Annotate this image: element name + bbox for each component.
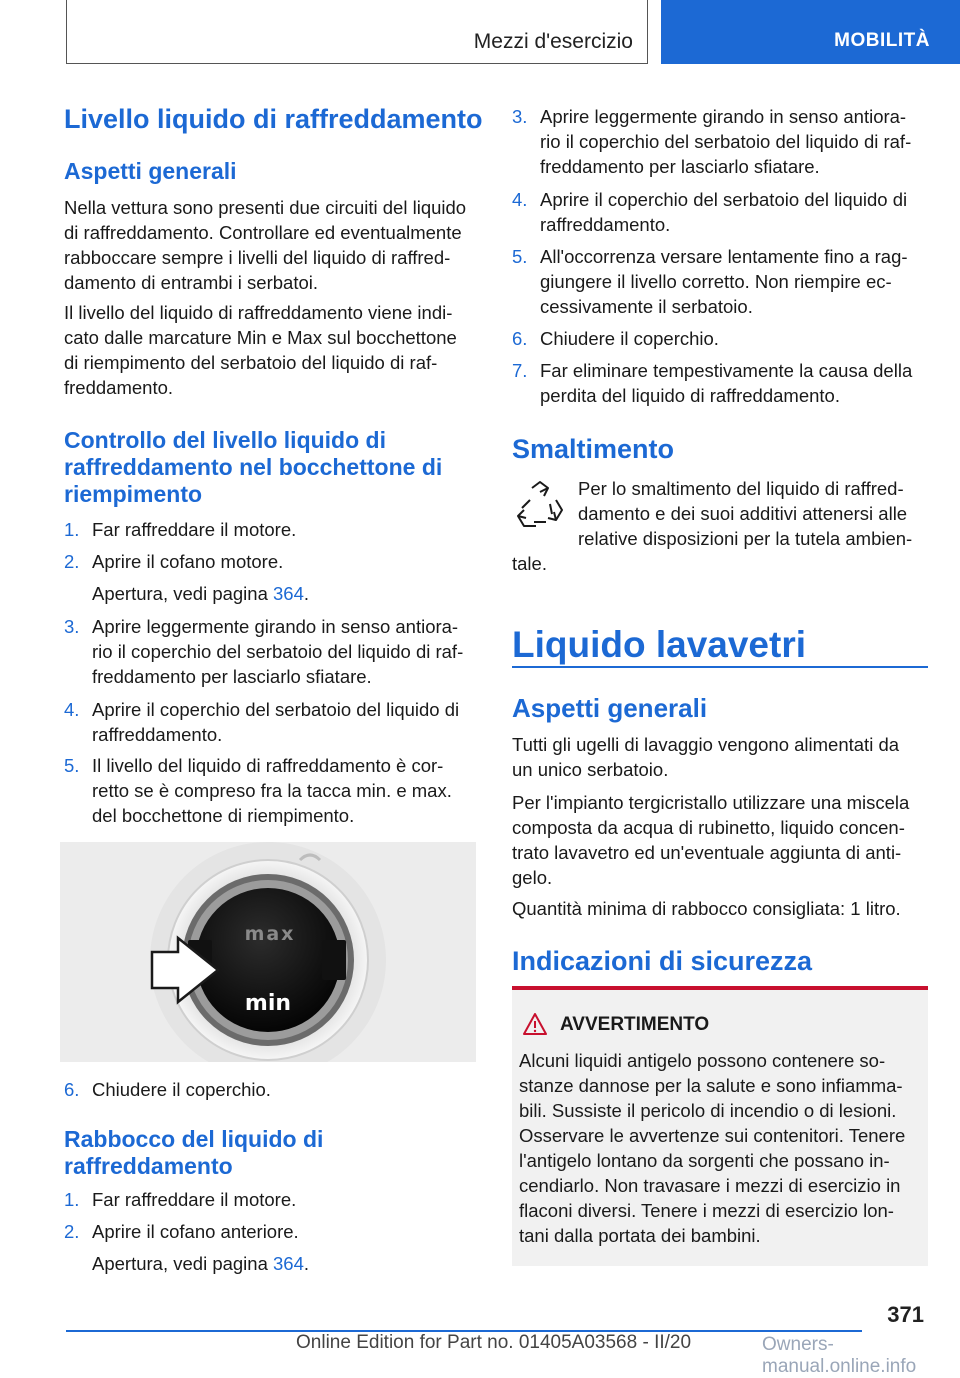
right-step-5: 5. All'occorrenza versare lentamente fino a rag- giungere il livello corretto. Non riempire ec- cessivamente il serbatoio. — [512, 246, 908, 317]
topup-step-2-ref: Apertura, vedi pagina 364. — [92, 1253, 310, 1274]
check-step-4: 4. Aprire il coperchio del serbatoio del liquido di raffreddamento. — [64, 699, 460, 745]
warning-bar — [512, 986, 928, 990]
washer-general-heading: Aspetti generali — [512, 693, 708, 723]
recycle-icon — [512, 478, 568, 534]
disposal-text-tail: tale. — [512, 553, 547, 574]
topup-heading: Rabbocco del liquido di raffreddamento — [64, 1126, 324, 1179]
footer-edition: Online Edition for Part no. 01405A03568 - II/20 — [296, 1332, 692, 1353]
check-step-3: 3. Aprire leggermente girando in senso antiora- rio il coperchio del serbatoio del liquido di raf- freddamento per lasciarlo sfiatare. — [64, 616, 464, 687]
header-tab-mobilita[interactable] — [661, 0, 960, 64]
warning-triangle-icon — [522, 1012, 548, 1036]
general-paragraph-1: Nella vettura sono presenti due circuiti del liquido di raffreddamento. Controllare ed eventualmente rabboccare sempre i livelli del liquido di raffred- damento di entrambi i serbatoi. — [64, 197, 467, 293]
header-section-box — [66, 0, 648, 64]
right-step-3: 3. Aprire leggermente girando in senso antiora- rio il coperchio del serbatoio del liquido di raf- freddamento per lasciarlo sfiatare. — [512, 106, 912, 177]
page-title: Livello liquido di raffreddamento — [64, 104, 483, 134]
page-link-364[interactable]: 364 — [273, 1253, 304, 1274]
general-paragraph-2: Il livello del liquido di raffreddamento viene indi- cato dalle marcature Min e Max sul bocchettone di riempimento del serbatoio del liquido di raf- freddamento. — [64, 302, 457, 398]
filler-neck-illustration — [60, 842, 476, 1062]
page-link-364[interactable]: 364 — [273, 583, 304, 604]
footer-watermark: Owners-manual.online.info — [762, 1334, 917, 1377]
warning-label: AVVERTIMENTO — [560, 1014, 710, 1035]
washer-title-rule — [512, 666, 928, 668]
safety-heading: Indicazioni di sicurezza — [512, 946, 813, 976]
washer-title: Liquido lavavetri — [512, 624, 807, 665]
washer-paragraph-2: Per l'impianto tergicristallo utilizzare una miscela composta da acqua di rubinetto, liquido concen- trato lavavetro ed un'eventuale aggiunta di anti- gelo. — [512, 792, 910, 888]
right-step-4: 4. Aprire il coperchio del serbatoio del liquido di raffreddamento. — [512, 189, 908, 235]
disposal-text: Per lo smaltimento del liquido di raffred- damento e dei suoi additivi attenersi alle relative disposizioni per la tutela ambien- — [578, 478, 913, 549]
general-heading: Aspetti generali — [64, 158, 237, 184]
washer-paragraph-1: Tutti gli ugelli di lavaggio vengono alimentati da un unico serbatoio. — [512, 734, 900, 780]
check-step-5: 5. Il livello del liquido di raffreddamento è cor- retto se è compreso fra la tacca min. e max. del bocchettone di riempimento. — [64, 755, 452, 826]
header-tab-label: MOBILITÀ — [834, 30, 930, 51]
max-marking: max — [244, 923, 296, 945]
header-section-title: Mezzi d'esercizio — [473, 30, 633, 53]
check-step-2-ref: Apertura, vedi pagina 364. — [92, 583, 310, 604]
check-heading: Controllo del livello liquido di raffreddamento nel bocchettone di riempimento — [64, 427, 443, 507]
warning-box — [512, 986, 928, 1266]
coolant-cap-figure — [60, 842, 476, 1062]
right-step-7: 7. Far eliminare tempestivamente la causa della perdita del liquido di raffreddamento. — [512, 360, 913, 406]
warning-text: Alcuni liquidi antigelo possono contenere so- stanze dannose per la salute e sono infiamma- bili. Sussiste il pericolo di incendio o di lesioni. Osservare le avvertenze sui contenitori. Tenere l'antigelo lontano da sorgenti che possano in- cendiarlo. Non travasare i mezzi di esercizio in flaconi diversi. Tenere i mezzi di esercizio lon- tani dalla portata dei bambini. — [519, 1050, 906, 1246]
washer-paragraph-3: Quantità minima di rabbocco consigliata: 1 litro. — [512, 898, 901, 919]
page-number: 371 — [887, 1302, 924, 1327]
disposal-heading: Smaltimento — [512, 434, 675, 464]
min-marking: min — [244, 991, 292, 1016]
